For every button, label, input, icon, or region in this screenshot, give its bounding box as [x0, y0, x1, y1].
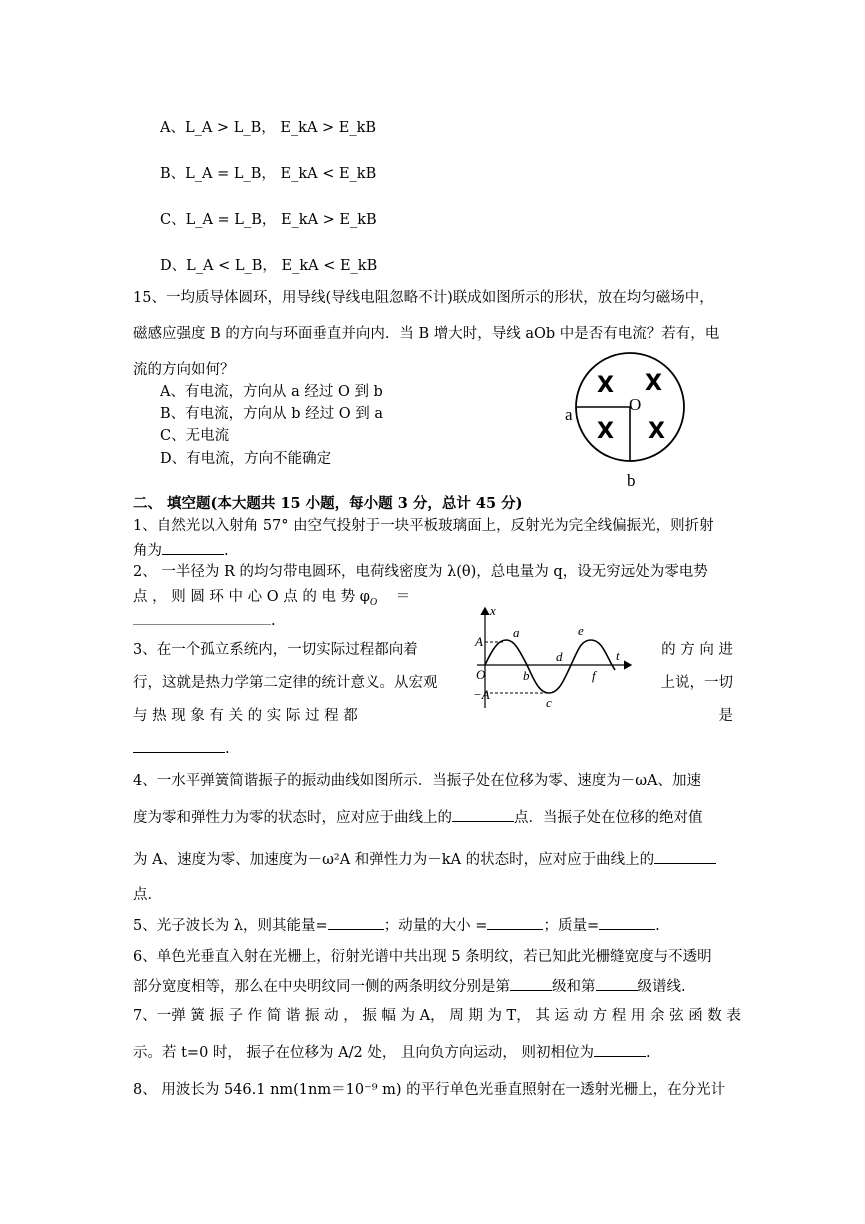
fill-q2-line-3: . — [133, 610, 276, 631]
ring-figure — [560, 352, 700, 492]
fill-q4-line-1: 4、一水平弹簧简谐振子的振动曲线如图所示．当振子处在位移为零、速度为－ωA、加速 — [133, 773, 702, 789]
label-b: b — [627, 471, 636, 490]
label-o: O — [629, 395, 642, 414]
fill-q5-text-a: 5、光子波长为 λ，则其能量= — [133, 918, 328, 934]
fill-q7-text: 示。若 t=0 时， 振子在位移为 A/2 处， 且向负方向运动， 则初相位为 — [133, 1045, 595, 1061]
q15-option-b: B、有电流，方向从 b 经过 O 到 a — [160, 406, 384, 422]
x-mark-3: X — [597, 419, 614, 444]
fill-q3-line-3 — [133, 706, 733, 726]
fill-q2-blank[interactable] — [133, 610, 271, 625]
fill-q2-line-1: 2、 一半径为 R 的均匀带电圆环，电荷线密度为 λ(θ)，总电量为 q，设无穷远处为零电势 — [133, 564, 708, 580]
fill-q6-text-b: 级和第 — [552, 979, 596, 995]
fill-q5-line: 5、光子波长为 λ，则其能量= ；动量的大小 = ；质量= . — [133, 915, 660, 936]
fill-q5-blank-energy[interactable] — [328, 915, 384, 930]
fill-q3-text-2r: 上说，一切 — [660, 675, 733, 691]
axis-t-label-2: t — [616, 648, 620, 663]
label-O: O — [476, 667, 486, 682]
fill-q8-line-1: 8、 用波长为 546.1 nm(1nm＝10⁻⁹ m) 的平行单色光垂直照射在一透射光栅上，在分光计 — [133, 1082, 726, 1098]
fill-q1-line-1: 1、自然光以入射角 57° 由空气投射于一块平板玻璃面上，反射光为完全线偏振光，则折射 — [133, 518, 714, 534]
fill-q6-blank-1[interactable] — [510, 976, 552, 991]
q15-line-2: 磁感应强度 B 的方向与环面垂直并向内．当 B 增大时，导线 aOb 中是否有电流？若有，电 — [133, 326, 720, 342]
fill-q3-text-2: 行，这就是热力学第二定律的统计意义。从宏观 — [133, 675, 438, 691]
fill-q6-blank-2[interactable] — [596, 976, 638, 991]
fill-q6-text-c: 级谱线. — [637, 979, 686, 995]
fill-q4-blank-1[interactable] — [452, 807, 514, 822]
fill-q1-text: 角为 — [133, 543, 162, 559]
fill-q4-text-2: 度为零和弹性力为零的状态时，应对应于曲线上的 — [133, 810, 452, 826]
point-f: f — [592, 668, 596, 683]
label-negA: −A — [473, 687, 490, 702]
fill-q5-text-c: ；质量= — [543, 918, 600, 934]
fill-q2-text: 点 ， 则 圆 环 中 心 O 点 的 电 势 φ — [133, 589, 370, 605]
fill-q1-line-2: 角为 . — [133, 540, 229, 561]
fill-q5-blank-momentum[interactable] — [487, 915, 543, 930]
fill-q2-eq: ＝ — [395, 589, 411, 605]
fill-q3-text-1: 3、在一个孤立系统内，一切实际过程都向着 — [133, 642, 418, 658]
fill-q4-line-4: 点． — [133, 887, 162, 903]
fill-q4-line-3 — [133, 849, 716, 870]
q15-option-a: A、有电流，方向从 a 经过 O 到 b — [160, 384, 383, 400]
fill-q4-text-2b: 点．当振子处在位移的绝对值 — [514, 810, 703, 826]
fill-q7-blank[interactable] — [594, 1042, 646, 1057]
fill-q1-blank[interactable] — [162, 540, 224, 555]
fill-q4-text-3: 为 A、速度为零、加速度为－ω²A 和弹性力为－kA 的状态时，应对应于曲线上的 — [133, 852, 655, 868]
axis-x-label: x — [490, 603, 496, 618]
fill-q2-line-2 — [133, 587, 410, 613]
oscillation-curve — [485, 640, 615, 693]
point-b: b — [523, 668, 530, 683]
q15-option-c: C、无电流 — [160, 428, 230, 444]
x-mark-1: X — [597, 373, 614, 398]
fill-q7-line-2: 示。若 t=0 时， 振子在位移为 A/2 处， 且向负方向运动， 则初相位为 . — [133, 1042, 651, 1063]
label-a: a — [565, 405, 573, 424]
fill-q3-line-4: . — [133, 738, 230, 759]
q14-option-a: A、L_A > L_B， E_kA > E_kB — [160, 120, 377, 136]
q15-option-d: D、有电流，方向不能确定 — [160, 451, 332, 467]
fill-q6-text-a: 部分宽度相等，那么在中央明纹同一侧的两条明纹分别是第 — [133, 979, 510, 995]
fill-q4-blank-2[interactable] — [654, 849, 716, 864]
q14-option-d: D、L_A < L_B， E_kA < E_kB — [160, 258, 378, 274]
fill-q6-line-1: 6、单色光垂直入射在光栅上，衍射光谱中共出现 5 条明纹，若已知此光栅缝宽度与不透明 — [133, 949, 712, 965]
fill-q3-text-1r: 的 方 向 进 — [661, 642, 733, 658]
label-A: A — [475, 634, 483, 649]
point-c: c — [546, 695, 552, 710]
oscillation-graph — [475, 604, 635, 712]
q14-option-c: C、L_A = L_B， E_kA > E_kB — [160, 212, 377, 228]
q15-line-1: 15、一均质导体圆环，用导线(导线电阻忽略不计)联成如图所示的形状，放在均匀磁场中， — [133, 290, 714, 306]
q15-line-3: 流的方向如何？ — [133, 362, 235, 378]
point-e: e — [578, 623, 584, 638]
fill-q5-blank-mass[interactable] — [599, 915, 655, 930]
point-d: d — [556, 649, 563, 664]
fill-q5-text-b: ；动量的大小 = — [383, 918, 488, 934]
point-a: a — [513, 625, 520, 640]
q14-option-b: B、L_A = L_B， E_kA < E_kB — [160, 166, 377, 182]
x-mark-4: X — [648, 419, 665, 444]
fill-q3-line-2 — [133, 673, 733, 693]
fill-q3-blank-2[interactable] — [133, 738, 225, 753]
fill-q2-sub: O — [369, 596, 378, 608]
x-mark-2: X — [645, 371, 662, 396]
fill-q4-line-2 — [133, 807, 703, 828]
fill-q7-line-1: 7、一弹 簧 振 子 作 简 谐 振 动 ， 振 幅 为 A， 周 期 为 T， 其 运 动 方 程 用 余 弦 函 数 表 — [133, 1008, 741, 1024]
fill-q6-line-2 — [133, 976, 686, 997]
fill-q3-text-3r: 是 — [718, 708, 733, 724]
section-2-title: 二、 填空题(本大题共 15 小题，每小题 3 分，总计 45 分) — [133, 495, 523, 512]
fill-q3-line-1 — [133, 640, 733, 660]
fill-q3-text-3: 与 热 现 象 有 关 的 实 际 过 程 都 — [133, 708, 358, 724]
